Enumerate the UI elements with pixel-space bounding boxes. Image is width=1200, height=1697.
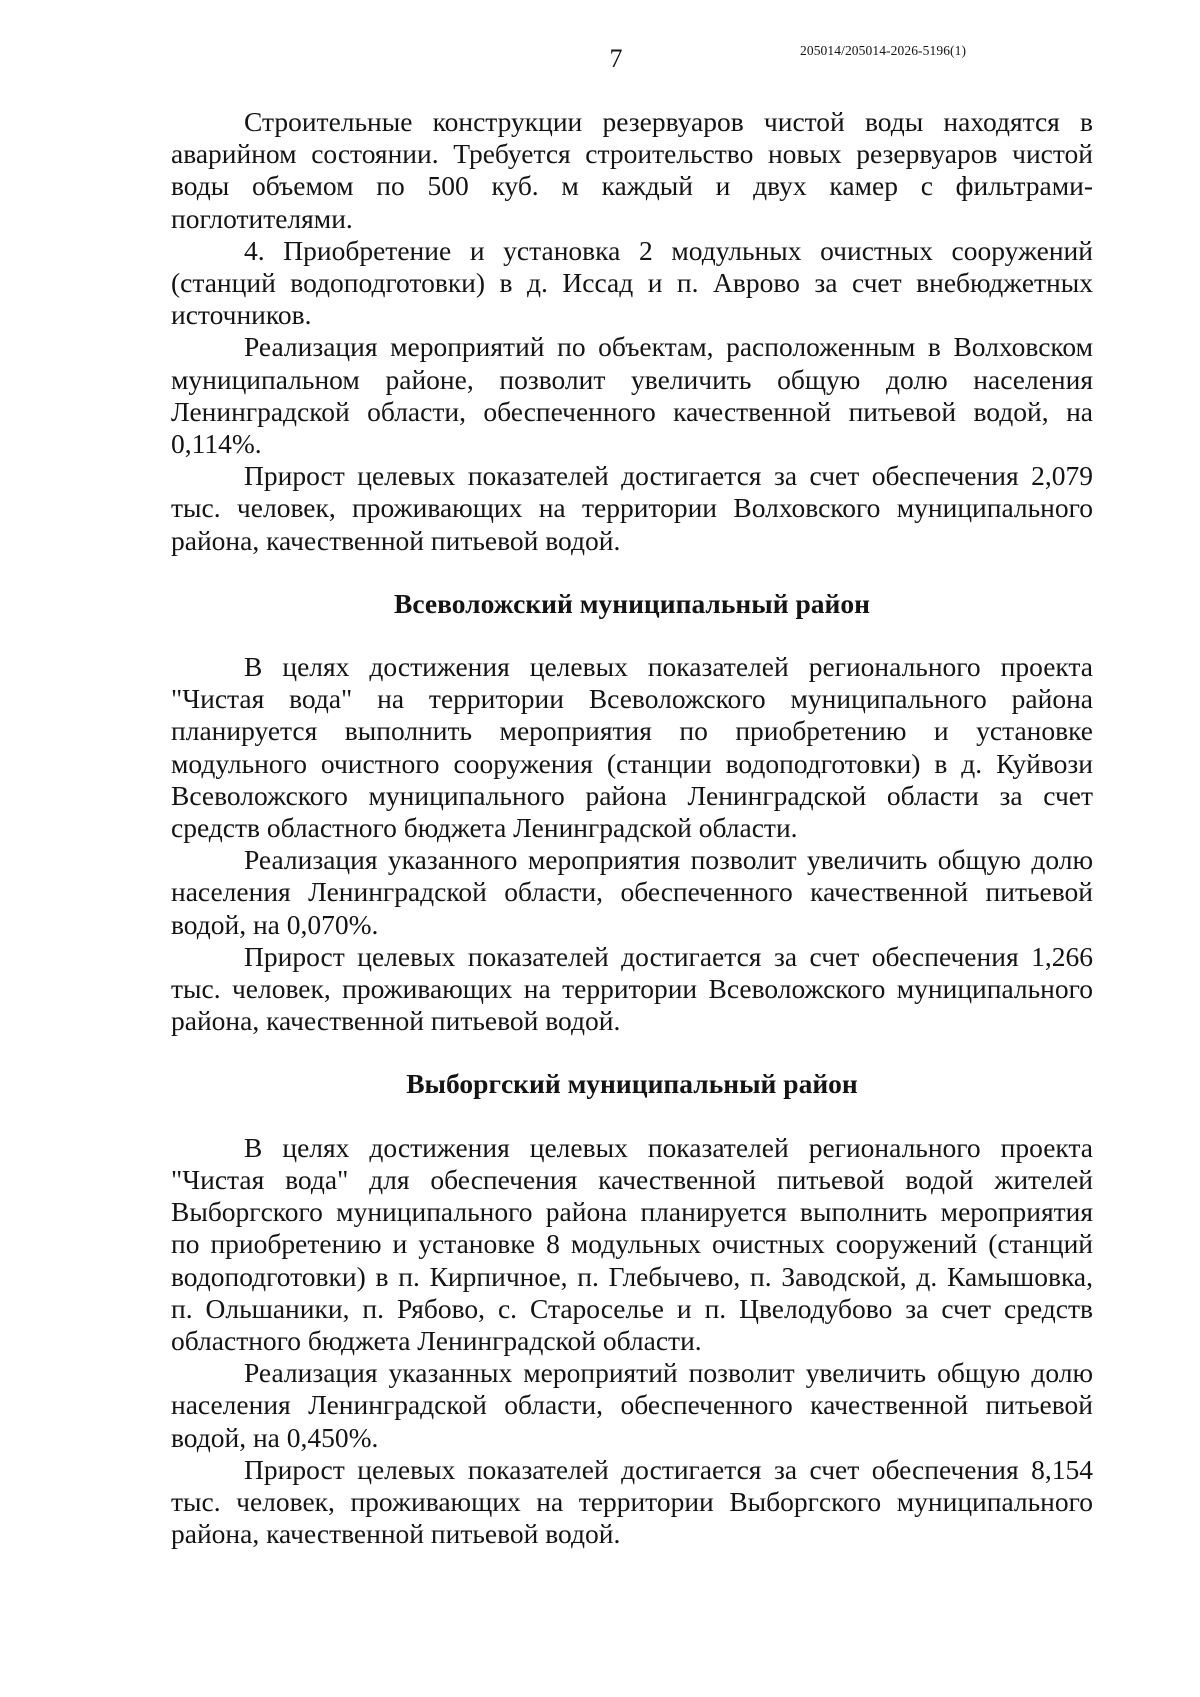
page-number: 7 [609, 44, 623, 73]
paragraph-vyborgsky-share: Реализация указанных мероприятий позволит увеличить общую долю населения Ленинградской области, обеспеченного качественной питьевой водой, на 0,450%. [171, 1357, 1093, 1453]
paragraph-reservoirs: Строительные конструкции резервуаров чистой воды находятся в аварийном состоянии. Требуется строительство новых резервуаров чистой воды объемом по 500 куб. м каждый и двух камер с фильтрами-поглотителями. [171, 106, 1093, 234]
paragraph-vsevolozhsky-plan: В целях достижения целевых показателей регионального проекта "Чистая вода" на территории Всеволожского муниципального района планируется выполнить мероприятия по приобретению и установке модульного очистного сооружения (станции водоподготовки) в д. Куйвози Всеволожского муниципального района Ленинградской области за счет средств областного бюджета Ленинградской области. [171, 651, 1093, 844]
paragraph-vyborgsky-growth: Прирост целевых показателей достигается за счет обеспечения 8,154 тыс. человек, проживающих на территории Выборгского муниципального района, качественной питьевой водой. [171, 1453, 1093, 1550]
section-heading-vsevolozhsky: Всеволожский муниципальный район [394, 587, 870, 619]
paragraph-vsevolozhsky-share: Реализация указанного мероприятия позволит увеличить общую долю населения Ленинградской области, обеспеченного качественной питьевой водой, на 0,070%. [171, 844, 1093, 940]
section-heading-vyborgsky: Выборгский муниципальный район [406, 1068, 858, 1100]
paragraph-volkhov-share: Реализация мероприятий по объектам, расположенным в Волховском муниципальном районе, позволит увеличить общую долю населения Ленинградской области, обеспеченного качественной питьевой водой, на 0,114%. [171, 331, 1093, 460]
document-body [171, 106, 1093, 1550]
paragraph-volkhov-growth: Прирост целевых показателей достигается за счет обеспечения 2,079 тыс. человек, проживающих на территории Волховского муниципального района, качественной питьевой водой. [171, 460, 1093, 556]
paragraph-vyborgsky-plan: В целях достижения целевых показателей регионального проекта "Чистая вода" для обеспечения качественной питьевой водой жителей Выборгского муниципального района планируется выполнить мероприятия по приобретению и установке 8 модульных очистных сооружений (станций водоподготовки) в п. Кирпичное, п. Глебычево, п. Заводской, д. Камышовка, п. Ольшаники, п. Рябово, с. Староселье и п. Цвелодубово за счет средств областного бюджета Ленинградской области. [171, 1131, 1093, 1356]
paragraph-item-4: 4. Приобретение и установка 2 модульных очистных сооружений (станций водоподготовки) в д. Иссад и п. Аврово за счет внебюджетных источников. [171, 234, 1093, 331]
document-id: 205014/205014-2026-5196(1) [800, 43, 967, 58]
paragraph-vsevolozhsky-growth: Прирост целевых показателей достигается за счет обеспечения 1,266 тыс. человек, проживающих на территории Всеволожского муниципального района, качественной питьевой водой. [171, 940, 1093, 1037]
